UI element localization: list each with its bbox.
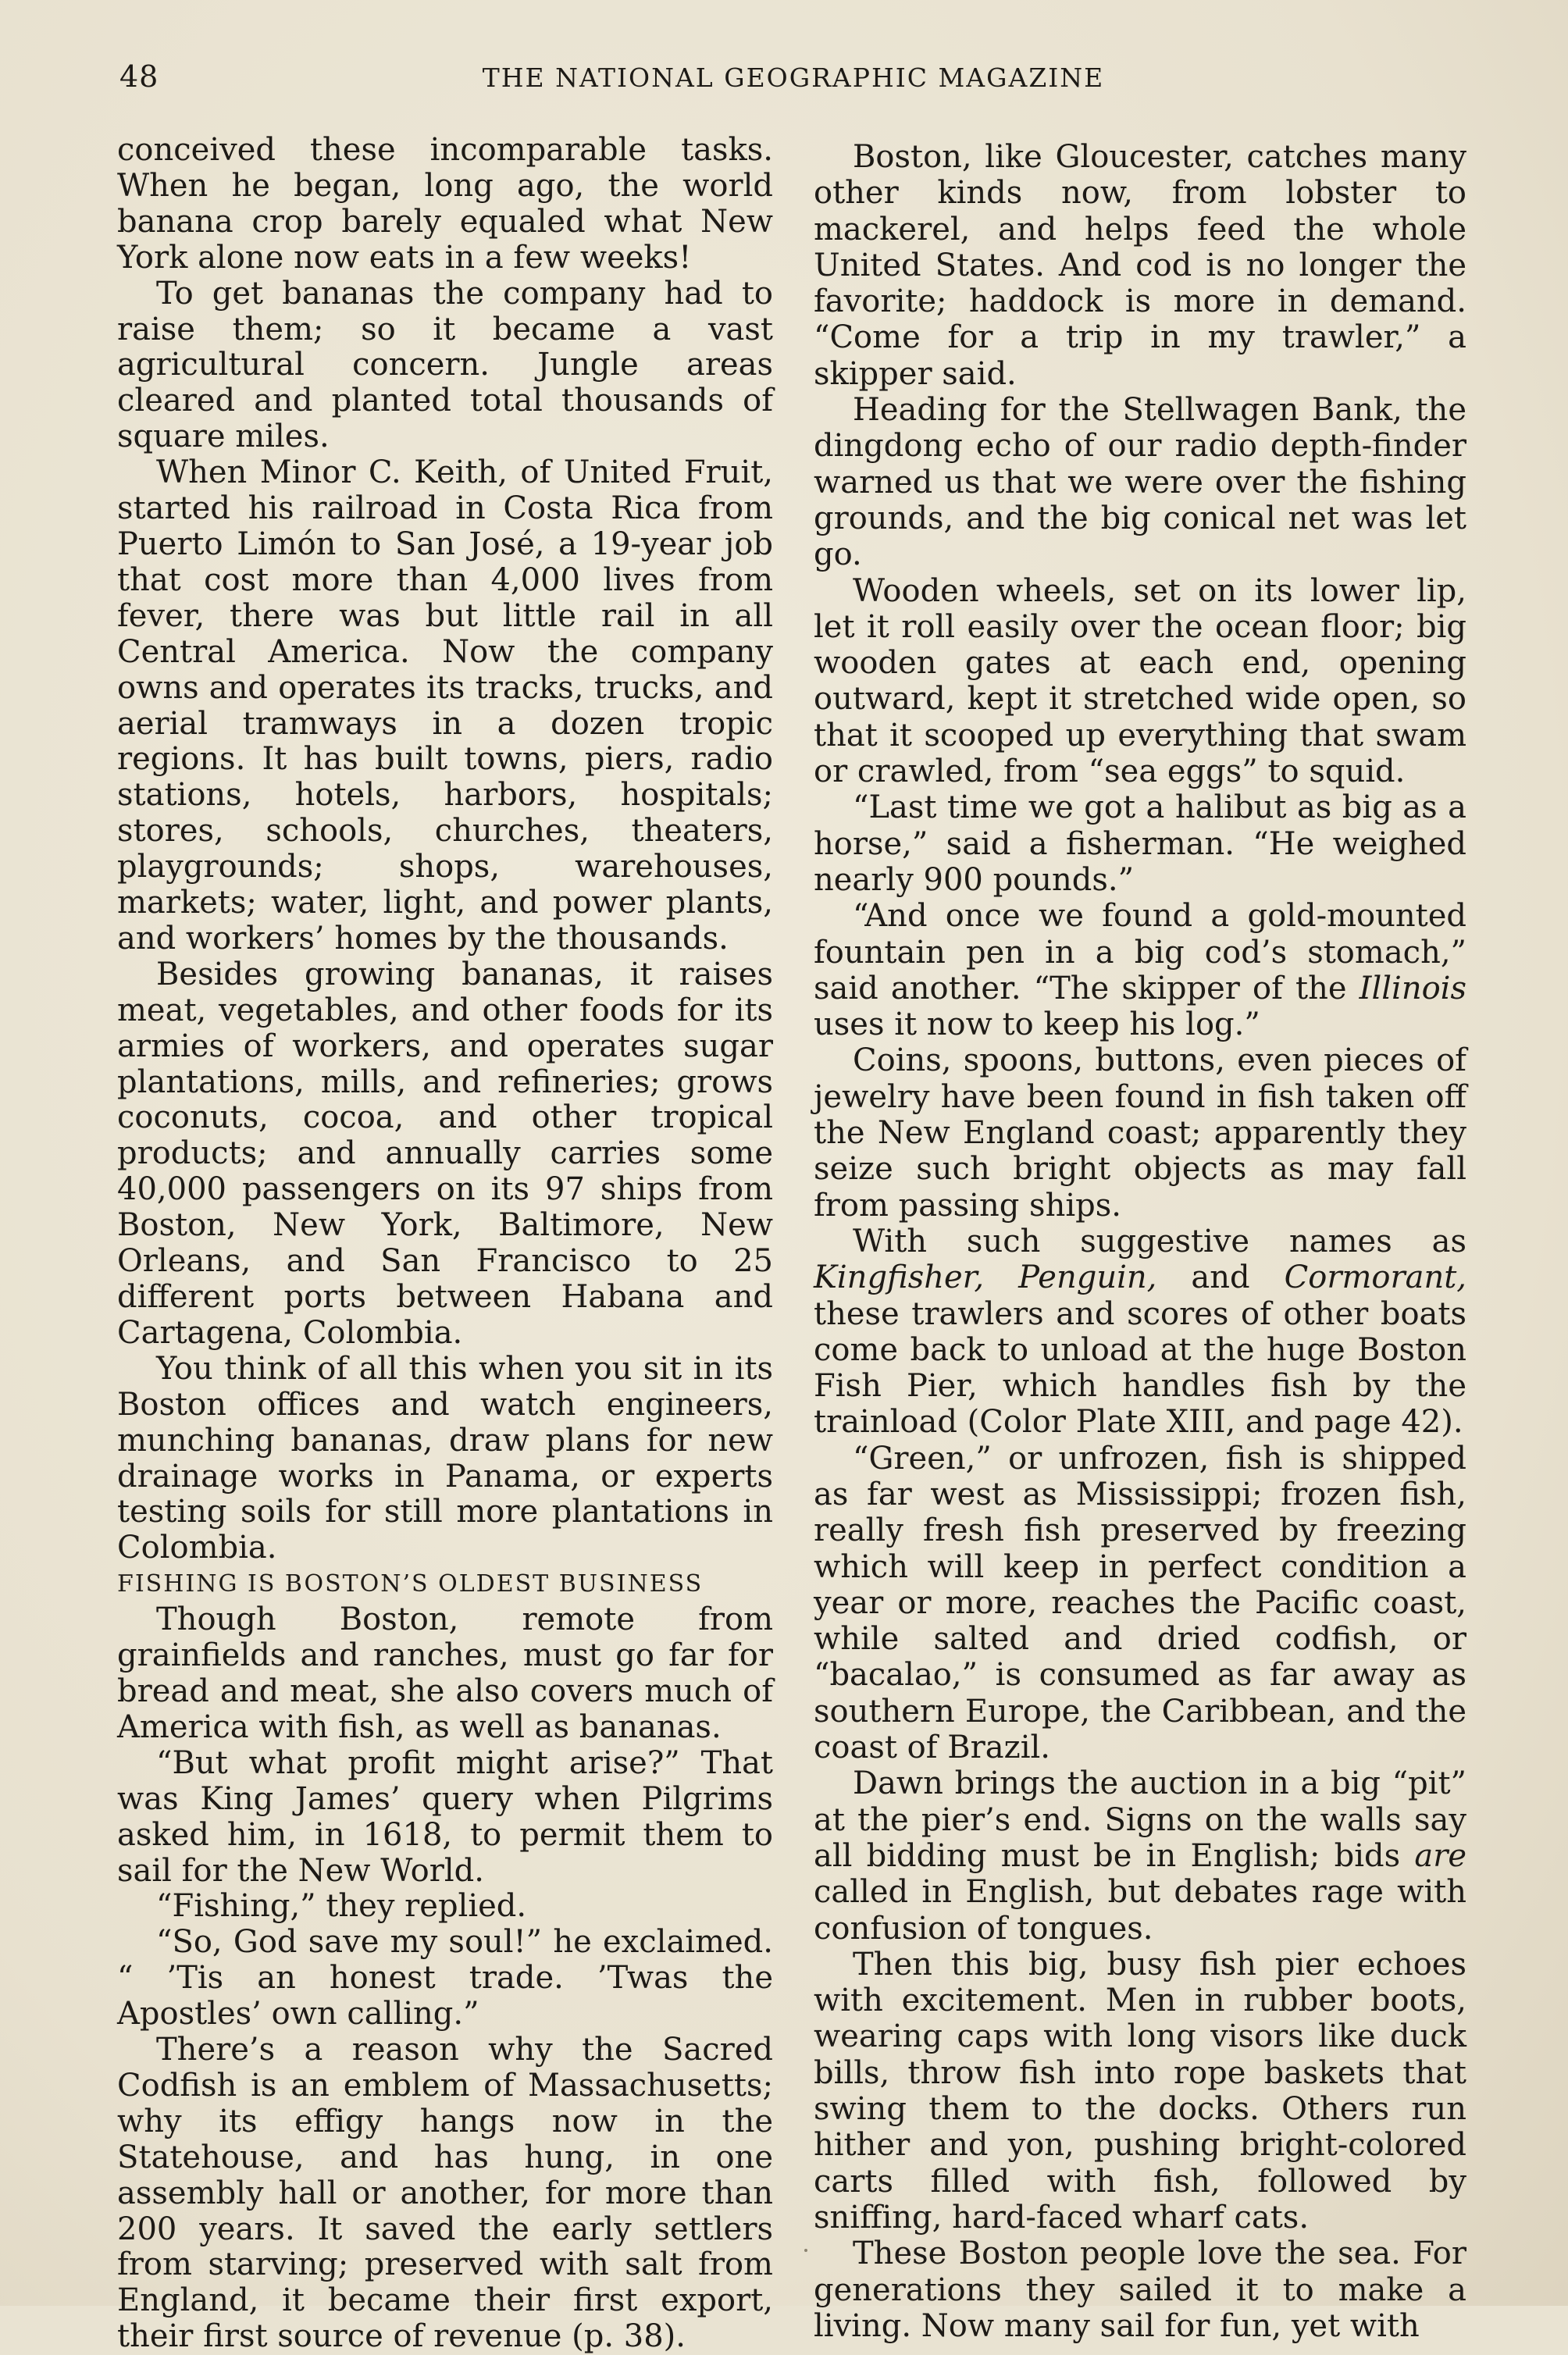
paragraph: “But what profit might arise?” That was King James’ query when Pilgrims asked him, in 1618, to permit them to sail for the New World.	[117, 1744, 773, 1889]
text-run: and	[1156, 1259, 1285, 1296]
paragraph: When Minor C. Keith, of United Fruit, started his railroad in Costa Rica from Puerto Limón to San José, a 19-year job that cost more than 4,000 lives from fever, there was but little rail in all Central America. Now the company owns and operates its tracks, trucks, and aerial tramways in a dozen tropic regions. It has built towns, piers, radio stations, hotels, harbors, hospitals; stores, schools, churches, theaters, playgrounds; shops, warehouses, markets; water, light, and power plants, and workers’ homes by the thousands.	[117, 454, 773, 957]
paragraph: “So, God save my soul!” he exclaimed. “ ’Tis an honest trade. ’Twas the Apostles’ own calling.”	[117, 1924, 773, 2033]
text-run: Dawn brings the auction in a big “pit” at the pier’s end. Signs on the walls say all bidding must be in English; bids	[814, 1765, 1466, 1874]
ship-name: Penguin,	[1018, 1259, 1157, 1296]
print-speck	[804, 2249, 807, 2252]
paragraph: “Fishing,” they replied.	[156, 1888, 527, 1925]
paragraph: Boston, like Gloucester, catches many other kinds now, from lobster to mackerel, and helps feed the whole United States. And cod is no longer the favorite; haddock is more in demand. “Come for a trip in my trawler,” a skipper said.	[814, 139, 1466, 392]
paragraph: Though Boston, remote from grainfields and ranches, must go far for bread and meat, she also covers much of America with fish, as well as bananas.	[117, 1601, 773, 1745]
paragraph	[814, 1224, 1466, 1441]
text-run: called in English, but debates rage with confusion of tongues.	[814, 1874, 1466, 1947]
paragraph: Besides growing bananas, it raises meat, vegetables, and other foods for its armies of workers, and operates sugar plantations, mills, and refineries; grows coconuts, cocoa, and other tropical products; and annually carries some 40,000 passengers on its 97 ships from Boston, New York, Baltimore, New Orleans, and San Francisco to 25 different ports between Habana and Cartagena, Colombia.	[117, 956, 773, 1351]
left-column	[117, 133, 773, 2355]
paragraph: “Last time we got a halibut as big as a horse,” said a fisherman. “He weighed nearly 900 pounds.”	[814, 789, 1466, 898]
paragraph: Heading for the Stellwagen Bank, the dingdong echo of our radio depth-finder warned us that we were over the fishing grounds, and the big conical net was let go.	[814, 392, 1466, 573]
paragraph: “Green,” or unfrozen, fish is shipped as far west as Mississippi; frozen fish, really fresh fish preserved by freezing which will keep in perfect condition a year or more, reaches the Pacific coast, while salted and dried codfish, or “bacalao,” is consumed as far away as southern Europe, the Caribbean, and the coast of Brazil.	[814, 1440, 1466, 1766]
paragraph: Then this big, busy fish pier echoes with excitement. Men in rubber boots, wearing caps with long visors like duck bills, throw fish into rope baskets that swing them to the docks. Others run hither and yon, pushing bright-colored carts filled with fish, followed by sniffing, hard-faced wharf cats.	[814, 1946, 1466, 2236]
paragraph: You think of all this when you sit in its Boston offices and watch engineers, munching bananas, draw plans for new drainage works in Panama, or experts testing soils for still more plantations in Colombia.	[117, 1350, 773, 1566]
paragraph: Wooden wheels, set on its lower lip, let it roll easily over the ocean floor; big wooden gates at each end, opening outward, kept it stretched wide open, so that it scooped up everything that swam or crawled, from “sea eggs” to squid.	[814, 572, 1466, 790]
text-run: With such suggestive names as	[853, 1223, 1466, 1259]
ship-name: Illinois	[1359, 970, 1466, 1006]
ship-name: Cormorant,	[1284, 1259, 1466, 1296]
ship-name: Kingfisher,	[814, 1259, 985, 1296]
text-run: uses it now to keep his log.”	[814, 1006, 1260, 1043]
right-column	[814, 139, 1466, 2344]
paragraph: Coins, spoons, buttons, even pieces of jewelry have been found in fish taken off the New England coast; apparently they seize such bright objects as may fall from passing ships.	[814, 1042, 1466, 1224]
paragraph: To get bananas the company had to raise them; so it became a vast agricultural concern. Jungle areas cleared and planted total thousands of square miles.	[117, 275, 773, 455]
paragraph: conceived these incomparable tasks. When he began, long ago, the world banana crop barely equaled what New York alone now eats in a few weeks!	[117, 132, 773, 276]
paragraph	[814, 1765, 1466, 1946]
running-head: THE NATIONAL GEOGRAPHIC MAGAZINE	[482, 62, 1105, 93]
text-run: these trawlers and scores of other boats come back to unload at the huge Boston Fish Pier, which handles fish by the trainload (Color Plate XIII, and page 42).	[814, 1295, 1466, 1441]
emphasis: are	[1414, 1837, 1466, 1874]
paragraph: There’s a reason why the Sacred Codfish is an emblem of Massachusetts; why its effigy hangs now in the Statehouse, and has hung, in one assembly hall or another, for more than 200 years. It saved the early settlers from starving; preserved with salt from England, it became their first export, their first source of revenue (p. 38).	[117, 2032, 773, 2355]
paragraph: These Boston people love the sea. For generations they sailed it to make a living. Now many sail for fun, yet with	[814, 2236, 1466, 2344]
text-run: “And once we found a gold-mounted fountain pen in a big cod’s stomach,” said another. “The skipper of the	[814, 898, 1466, 1006]
section-heading: FISHING IS BOSTON’S OLDEST BUSINESS	[117, 1570, 704, 1598]
page-number: 48	[119, 59, 159, 94]
paragraph	[814, 898, 1466, 1042]
